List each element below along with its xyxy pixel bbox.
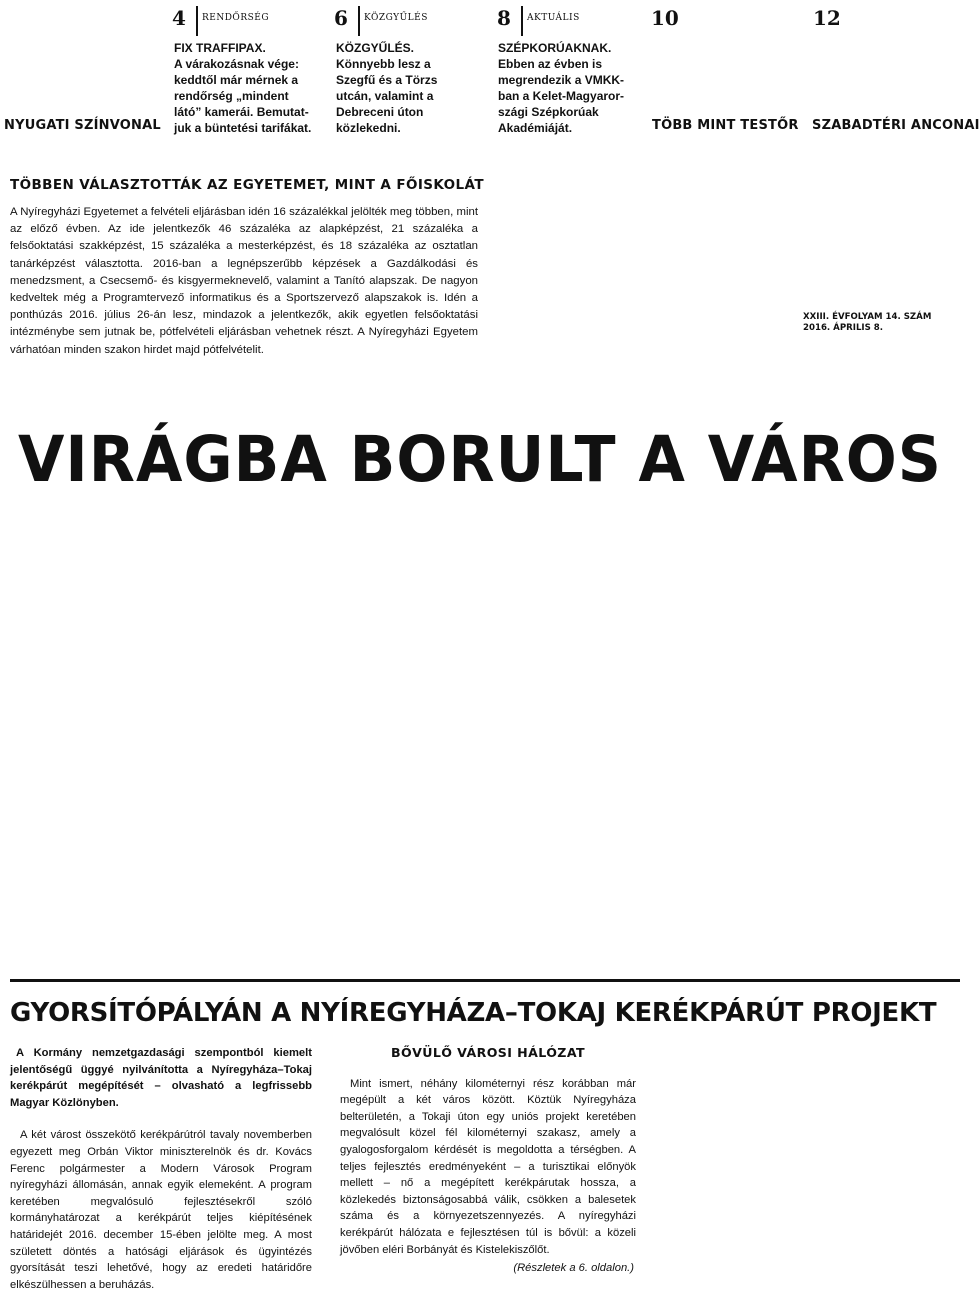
story-body-right: Mint ismert, néhány kilométernyi rész korábban már megépült a két város között. Köztük Nyíregyháza belterületén, a Tokaji úton egy uniós projekt keretében megvalósult közel fél kilométernyi szakasz, amely a gyalogosforgalom kérdését is megoldotta a térségben. A teljes fejlesztés eredményeként – a turisztikai előnyök mellett – nő a megépített kerékpárutak hossza, a közlekedés biztonságosabbá válik, csökken a balesetek száma és a környezetszennyezés. A nyíregyházi kerékpárút hálózata e fejlesztésen túl is bővül: a közeli jövőben eléri Borbányát és Kistelekiszőlőt. (340, 1077, 636, 1256)
teaser-traffipax[interactable] (174, 40, 311, 136)
teaser-line: Akadémiáját. (498, 121, 573, 135)
label-nyugati-szinvonal[interactable]: NYUGATI SZÍNVONAL (4, 118, 161, 133)
teaser-szepkoruaknak[interactable] (498, 40, 624, 136)
teaser-line: megrendezik a VMKK- (498, 73, 625, 87)
teaser-line: juk a büntetési tarifákat. (174, 121, 312, 135)
teaser-line: rendőrség „mindent (174, 89, 289, 103)
page-number: 8 (497, 6, 511, 30)
page-number: 12 (813, 6, 841, 30)
teaser-line: szági Szépkorúak (498, 105, 599, 119)
brief-body: A Nyíregyházi Egyetemet a felvételi eljárásban idén 16 százalékkal jelölték meg többen, mint az előző évben. Az ide jelentkezők 46 százaléka az alapképzést, 21 százaléka a felsőoktatási szakképzést, 15 százaléka a mesterképzést, és 18 százaléka az osztatlan tanárképzést választotta. 2016-ban a legnépszerűbb képzések a Gazdálkodási és menedzsment, a Csecsemő- és kisgyermeknevelő, valamint a Tanító alapszak. De nagyon kedveltek még a Programtervező informatikus és a Sportszervező alapszakok is. Idén a ponthúzás 2016. július 26-án lesz, mindazok a jelentkezők, akik egyetlen felsőoktatási intézménybe sem jutnak be, pótfelvételi eljárásban vehetnek részt. A Nyíregyházi Egyetem várhatóan minden szakon hirdet majd pótfelvételit. (10, 206, 478, 356)
story-body-left: A két várost összekötő kerékpárútról tavaly novemberben egyezett meg Orbán Viktor miniszterelnök és dr. Kovács Ferenc polgármester a Modern Városok Program nyíregyházi állomásán, annak egyik elemeként. A program keretében megvalósuló fejlesztésekről szóló kormányhatározat a kerékpárút teljes kiépítésének határidejét 2016. december 15-ében jelölte meg. A most született döntés a hatósági eljárások és ügyintézés gyorsítását teszi lehetővé, hogy az eredeti határidőre elkészülhessen a beruházás. (10, 1129, 312, 1291)
teaser-kozgyules[interactable] (336, 40, 437, 136)
divider (521, 6, 523, 36)
teaser-line: Debreceni úton (336, 105, 424, 119)
teaser-line: ban a Kelet-Magyaror- (498, 89, 625, 103)
section-label: KÖZGYŰLÉS (364, 13, 428, 23)
teaser-line: Könnyebb lesz a (336, 57, 431, 71)
continued-link[interactable]: (Részletek a 6. oldalon.) (513, 1262, 634, 1275)
story-headline: GYORSÍTÓPÁLYÁN A NYÍREGYHÁZA–TOKAJ KERÉKPÁRÚT PROJEKT (10, 998, 937, 1028)
divider (358, 6, 360, 36)
story-lead: A Kormány nemzetgazdasági szempontból kiemelt jelentőségű üggyé nyilvánította a Nyíregyháza–Tokaj kerékpárút megépítését – olvasható a legfrissebb Magyar Közlönyben. (10, 1047, 312, 1109)
teaser-line: KÖZGYŰLÉS. (336, 41, 415, 55)
label-tobb-mint-testor[interactable]: TÖBB MINT TESTŐR (652, 118, 799, 133)
teaser-line: utcán, valamint a (336, 89, 434, 103)
section-divider (10, 979, 960, 982)
teaser-line: látó” kamerái. Bemutat- (174, 105, 309, 119)
teaser-line: FIX TRAFFIPAX. (174, 41, 266, 55)
story-column-left (10, 1045, 312, 1293)
teaser-line: A várakozásnak vége: (174, 57, 299, 71)
issue-info (803, 312, 931, 334)
page-number: 4 (172, 6, 186, 30)
issue-volume: XXIII. ÉVFOLYAM 14. SZÁM (803, 312, 932, 322)
story-subhead: BŐVÜLŐ VÁROSI HÁLÓZAT (390, 1045, 586, 1060)
main-headline: VIRÁGBA BORULT A VÁROS (17, 423, 943, 497)
page-number: 10 (651, 6, 679, 30)
story-column-right (340, 1045, 636, 1277)
label-szabadteri-anconai[interactable]: SZABADTÉRI ANCONAI (812, 118, 980, 133)
page-number: 6 (334, 6, 348, 30)
teaser-line: SZÉPKORÚAKNAK. (498, 41, 612, 55)
divider (196, 6, 198, 36)
teaser-line: Ebben az évben is (498, 57, 603, 71)
section-label: RENDŐRSÉG (202, 13, 270, 23)
issue-date: 2016. ÁPRILIS 8. (803, 323, 884, 333)
teaser-line: Szegfű és a Törzs (336, 73, 438, 87)
teaser-line: keddtől már mérnek a (174, 73, 299, 87)
teaser-line: közlekedni. (336, 121, 401, 135)
brief-title: TÖBBEN VÁLASZTOTTÁK AZ EGYETEMET, MINT A FŐISKOLÁT (10, 177, 484, 193)
section-label: AKTUÁLIS (527, 13, 580, 23)
